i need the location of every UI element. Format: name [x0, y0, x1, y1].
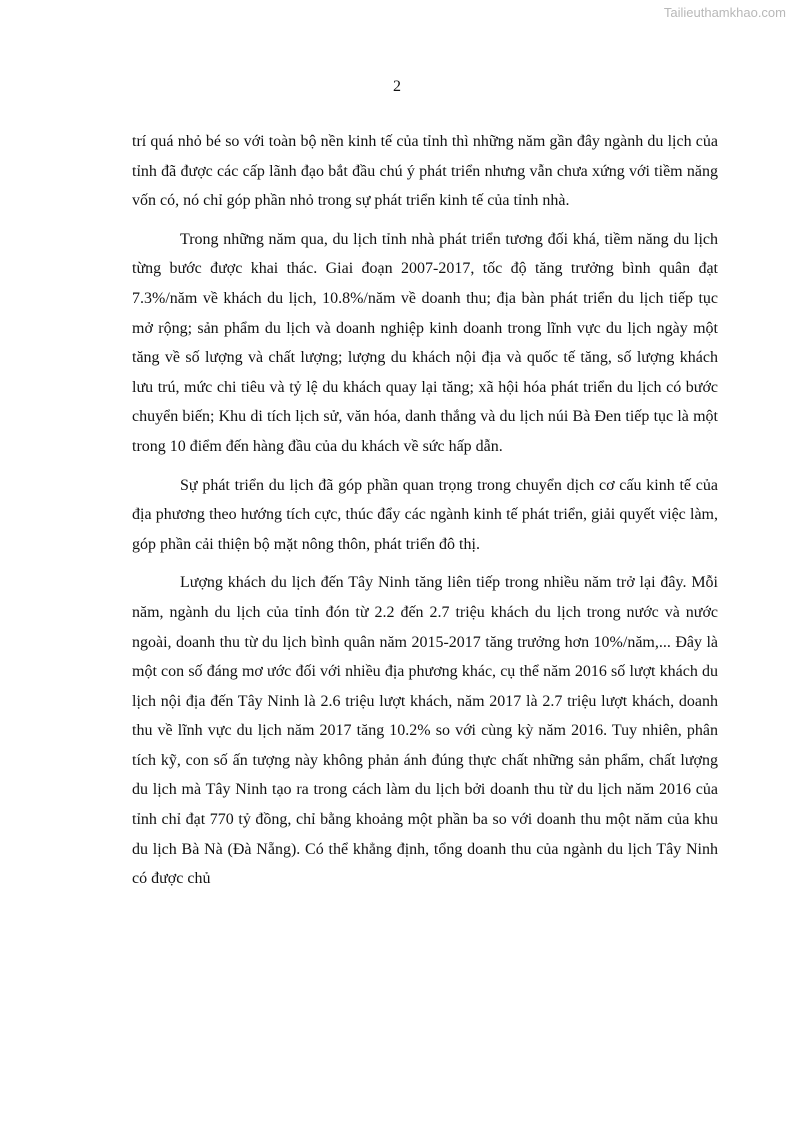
watermark: Tailieuthamkhao.com [663, 5, 786, 20]
paragraph-tourism-development: Trong những năm qua, du lịch tỉnh nhà phát triển tương đối khá, tiềm năng du lịch từng bước được khai thác. Giai đoạn 2007-2017, tốc độ tăng trưởng bình quân đạt 7.3%/năm về khách du lịch, 10.8%/năm về doanh thu; địa bàn phát triển du lịch tiếp tục mở rộng; sản phẩm du lịch và doanh nghiệp kinh doanh trong lĩnh vực du lịch ngày một tăng về số lượng và chất lượng; lượng du khách nội địa và quốc tế tăng, số lượng khách lưu trú, mức chi tiêu và tỷ lệ du khách quay lại tăng; xã hội hóa phát triển du lịch có bước chuyển biến; Khu di tích lịch sử, văn hóa, danh thắng và du lịch núi Bà Đen tiếp tục là một trong 10 điểm đến hàng đầu của du khách về sức hấp dẫn. [132, 230, 718, 455]
paragraph-continuation: trí quá nhỏ bé so với toàn bộ nền kinh tế của tỉnh thì những năm gần đây ngành du lịch của tỉnh đã được các cấp lãnh đạo bắt đầu chú ý phát triển nhưng vẫn chưa xứng với tiềm năng vốn có, nó chỉ góp phần nhỏ trong sự phát triển kinh tế của tỉnh nhà. [132, 133, 718, 210]
paragraph-economic-contribution: Sự phát triển du lịch đã góp phần quan trọng trong chuyển dịch cơ cấu kinh tế của địa phương theo hướng tích cực, thúc đẩy các ngành kinh tế phát triển, giải quyết việc làm, góp phần cải thiện bộ mặt nông thôn, phát triển đô thị. [132, 476, 718, 553]
paragraph-visitor-statistics: Lượng khách du lịch đến Tây Ninh tăng liên tiếp trong nhiều năm trở lại đây. Mỗi năm, ngành du lịch của tỉnh đón từ 2.2 đến 2.7 triệu khách du lịch trong nước và nước ngoài, doanh thu từ du lịch bình quân năm 2015-2017 tăng trưởng hơn 10%/năm,... Đây là một con số đáng mơ ước đối với nhiều địa phương khác, cụ thể năm 2016 số lượt khách du lịch nội địa đến Tây Ninh là 2.6 triệu lượt khách, năm 2017 là 2.7 triệu lượt khách, doanh thu về lĩnh vực du lịch năm 2017 tăng 10.2% so với cùng kỳ năm 2016. Tuy nhiên, phân tích kỹ, con số ấn tượng này không phản ánh đúng thực chất những sản phẩm, chất lượng du lịch mà Tây Ninh tạo ra trong cách làm du lịch bởi doanh thu từ du lịch năm 2016 của tỉnh chỉ đạt 770 tỷ đồng, chỉ bằng khoảng một phần ba so với doanh thu một năm của khu du lịch Bà Nà (Đà Nẵng). Có thể khẳng định, tổng doanh thu của ngành du lịch Tây Ninh có được chủ [132, 574, 718, 888]
page-number: 2 [393, 78, 401, 95]
document-body [132, 127, 718, 903]
